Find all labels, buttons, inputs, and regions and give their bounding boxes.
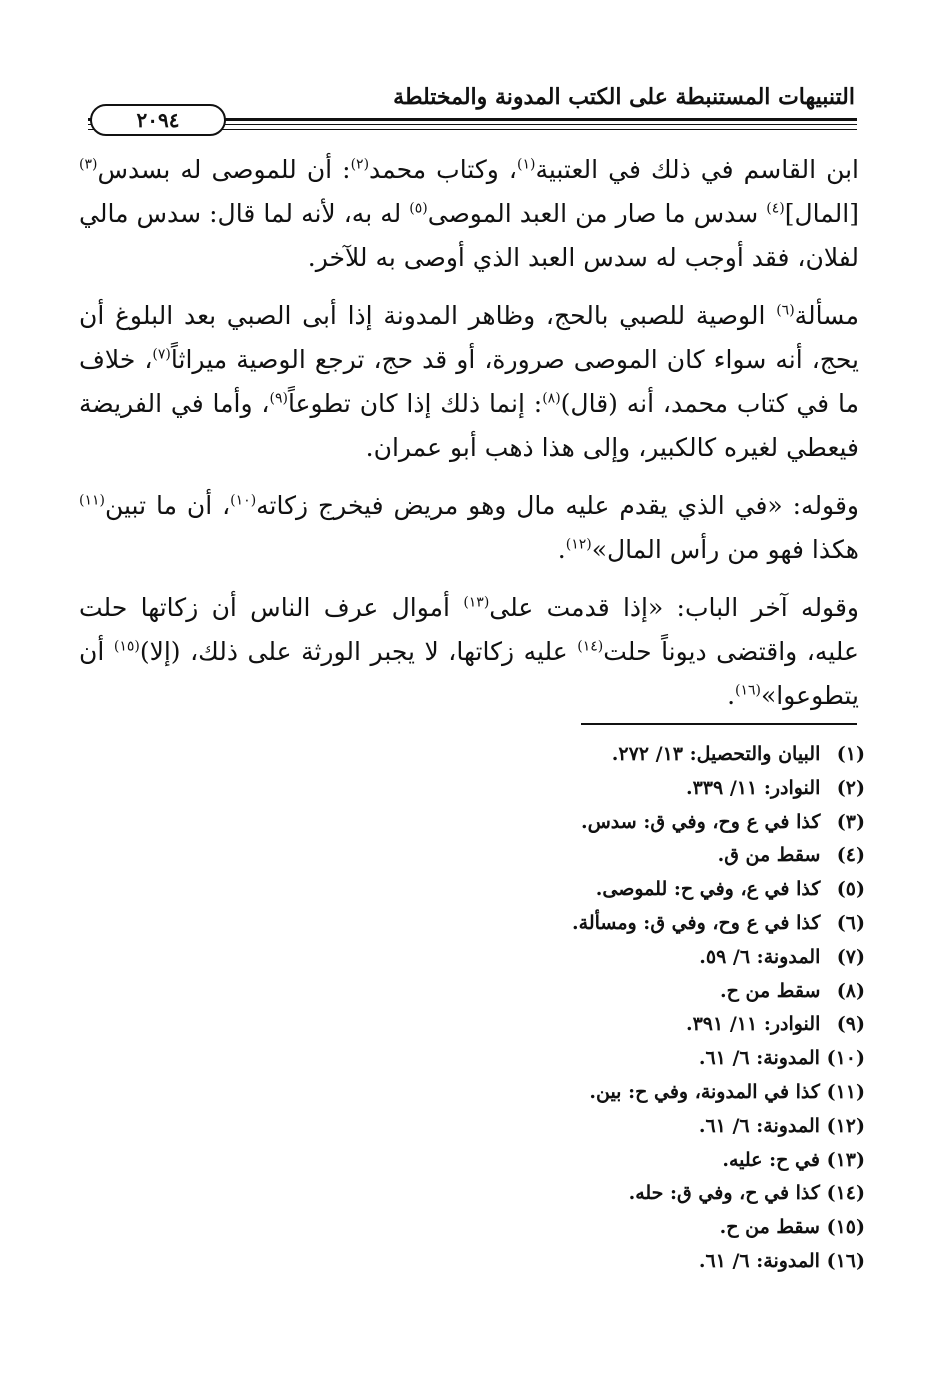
footnote: (١٢) المدونة: ٦/ ٦١. bbox=[698, 1114, 865, 1137]
paragraph-4: وقوله آخر الباب: «إذا قدمت على$^{(١٣)}$ أموال عرف الناس أن زكاتها حلت عليه، واقتضى ديوناً حلت$^{(١٤)}$ عليه زكاتها، لا يجبر الورثة على ذلك، (إلا)$^{(١٥)}$ أن يتطوعوا»$^{(١٦)}$. bbox=[79, 593, 859, 710]
footnote-ref: (١٢) bbox=[565, 536, 592, 553]
footnote-ref: (١٥) bbox=[113, 638, 140, 655]
footnote-ref: (١٦) bbox=[735, 682, 761, 699]
footnote: (٦) كذا في ع وح، وفي ق: ومسألة. bbox=[572, 911, 865, 934]
footnote-ref: (٢) bbox=[350, 156, 370, 173]
footnote-ref: (٥) bbox=[409, 200, 428, 217]
footnote: (١١) كذا في المدونة، وفي ح: بين. bbox=[589, 1080, 865, 1103]
footnote-ref: (٨) bbox=[542, 390, 561, 407]
footnote-ref: (١١) bbox=[79, 492, 105, 509]
paragraph-3: وقوله: «في الذي يقدم عليه مال وهو مريض فيخرج زكاته$^{(١٠)}$، أن ما تبين$^{(١١)}$ هكذا فهو من رأس المال»$^{(١٢)}$. bbox=[79, 491, 859, 564]
page-number: ٢٠٩٤ bbox=[90, 104, 226, 136]
footnote: (٧) المدونة: ٦/ ٥٩. bbox=[699, 945, 865, 968]
footnote: (١٣) في ح: عليه. bbox=[722, 1148, 865, 1171]
footnote: (١٥) سقط من ح. bbox=[719, 1216, 865, 1239]
footnote-ref: (٧) bbox=[152, 346, 171, 363]
footnote-ref: (١٣) bbox=[463, 594, 490, 611]
footnote: (١) البيان والتحصيل: ١٣/ ٢٧٢. bbox=[611, 743, 865, 765]
footnote: (١٠) المدونة: ٦/ ٦١. bbox=[698, 1047, 865, 1070]
footnote: (٣) كذا في ع وح، وفي ق: سدس. bbox=[581, 810, 865, 833]
footnote: (١٤) كذا في ح، وفي ق: حله. bbox=[628, 1182, 865, 1205]
footnote: (١٦) المدونة: ٦/ ٦١. bbox=[698, 1249, 865, 1272]
footnote-ref: (٩) bbox=[269, 390, 288, 407]
footnote-ref: (٦) bbox=[776, 302, 795, 319]
footnote: (٨) سقط من ح. bbox=[720, 979, 865, 1002]
main-text bbox=[79, 148, 859, 732]
footnote-ref: (١٤) bbox=[577, 638, 604, 655]
paragraph-1: ابن القاسم في ذلك في العتبية$^{(١)}$، وكتاب محمد$^{(٢)}$: أن للموصى له بسدس$^{(٣)}$ [المال]$^{(٤)}$ سدس ما صار من العبد الموصى$^{(٥)}$ له به، لأنه لما قال: سدس مالي لفلان، فقد أوجب له سدس العبد الذي أوصى به للآخر. bbox=[79, 155, 859, 272]
footnote: (٤) سقط من ق. bbox=[717, 844, 865, 867]
footnotes bbox=[445, 738, 865, 1279]
footnote-separator bbox=[581, 723, 857, 725]
footnote-ref: (١٠) bbox=[230, 492, 257, 509]
footnote-ref: (٤) bbox=[766, 200, 785, 217]
running-header-title: التنبيهات المستنبطة على الكتب المدونة والمختلطة bbox=[393, 84, 855, 110]
footnote-ref: (٣) bbox=[79, 156, 98, 173]
footnote: (٢) النوادر: ١١/ ٣٣٩. bbox=[685, 776, 865, 799]
paragraph-2: مسألة$^{(٦)}$ الوصية للصبي بالحج، وظاهر المدونة إذا أبى الصبي بعد البلوغ أن يحج، أنه سواء كان الموصى صرورة، أو قد حج، ترجع الوصية ميراثاً$^{(٧)}$، خلاف ما في كتاب محمد، أنه (قال)$^{(٨)}$: إنما ذلك إذا كان تطوعاً$^{(٩)}$، وأما في الفريضة فيعطي لغيره كالكبير، وإلى هذا ذهب أبو عمران. bbox=[79, 301, 860, 462]
footnote: (٩) النوادر: ١١/ ٣٩١. bbox=[685, 1013, 865, 1036]
footnote: (٥) كذا في ع، وفي ح: للموصى. bbox=[595, 878, 865, 901]
footnote-ref: (١) bbox=[516, 156, 536, 173]
